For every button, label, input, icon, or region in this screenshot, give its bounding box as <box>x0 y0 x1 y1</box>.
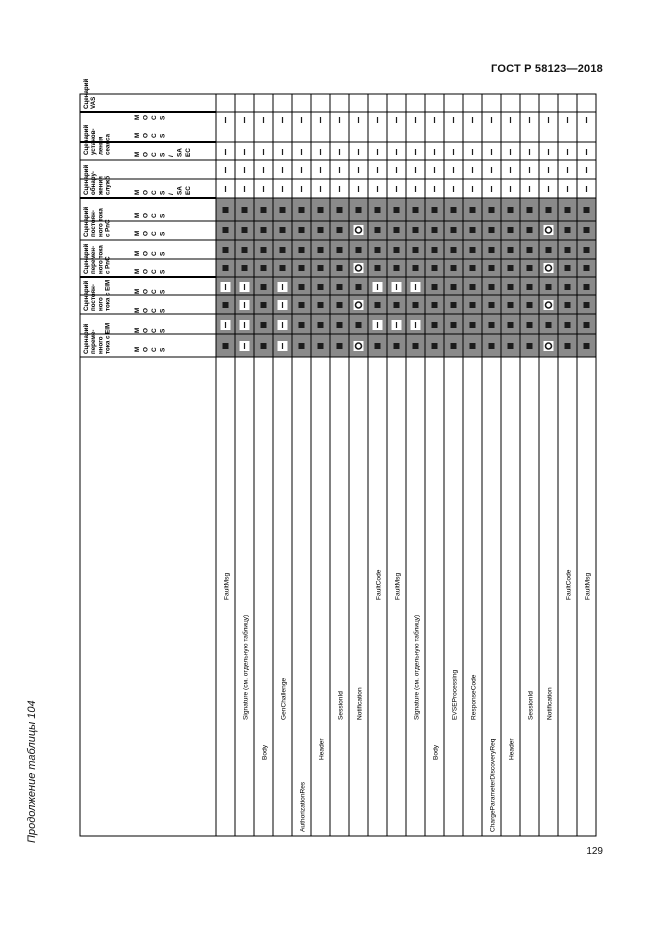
sub-label: C <box>151 115 158 120</box>
sub-label: M <box>134 230 141 236</box>
row-label: Body <box>261 744 269 760</box>
sub-label: C <box>151 133 158 138</box>
row-label: Header <box>508 738 516 760</box>
mandatory-mark <box>470 284 476 290</box>
group-header-line: Сценарий <box>83 78 90 109</box>
row-label: Notification <box>356 687 364 720</box>
mandatory-mark <box>451 302 457 308</box>
mandatory-mark <box>546 322 552 328</box>
mandatory-mark <box>470 343 476 349</box>
group-header-4 <box>83 207 112 237</box>
mandatory-mark <box>375 302 381 308</box>
mandatory-mark <box>299 302 305 308</box>
mandatory-mark <box>223 343 229 349</box>
mandatory-mark <box>489 284 495 290</box>
sub-label: C <box>151 152 158 157</box>
mandatory-mark <box>337 284 343 290</box>
group-header-5 <box>83 165 112 196</box>
row-label: Header <box>318 738 326 760</box>
mandatory-mark <box>508 247 514 253</box>
mandatory-mark <box>413 247 419 253</box>
mandatory-mark <box>318 343 324 349</box>
mandatory-mark <box>584 265 590 271</box>
sub-label: O <box>142 251 150 256</box>
group-header-line: ного <box>97 297 105 311</box>
row-label: SessionId <box>337 691 345 720</box>
mandatory-mark <box>451 207 457 213</box>
mandatory-mark <box>394 247 400 253</box>
mandatory-mark <box>413 207 419 213</box>
mandatory-mark <box>489 302 495 308</box>
mandatory-mark <box>527 284 533 290</box>
mandatory-mark <box>394 227 400 233</box>
sub-label: C <box>151 308 158 313</box>
mandatory-mark <box>261 247 267 253</box>
mandatory-mark <box>375 227 381 233</box>
mandatory-mark <box>508 207 514 213</box>
mandatory-mark <box>261 322 267 328</box>
mandatory-mark <box>261 302 267 308</box>
mandatory-mark <box>242 227 248 233</box>
row-label: ChargeParameterDiscoveryReq <box>489 738 497 832</box>
mandatory-mark <box>470 322 476 328</box>
sub-label: M <box>134 114 141 120</box>
row-label: ResponseCode <box>470 674 478 720</box>
mandatory-mark <box>432 265 438 271</box>
row-label: EVSEProcessing <box>451 669 459 720</box>
mandatory-mark <box>470 207 476 213</box>
row-label: AuthorizationRes <box>299 781 307 832</box>
sub-label: S <box>159 347 167 352</box>
group-header-line: переме- <box>90 329 98 354</box>
mandatory-mark <box>432 343 438 349</box>
mandatory-mark <box>470 302 476 308</box>
group-header-line: ного тока <box>97 208 105 237</box>
mandatory-mark <box>356 207 362 213</box>
mandatory-mark <box>223 227 229 233</box>
sub-label: EC <box>185 186 192 195</box>
mandatory-mark <box>546 284 552 290</box>
mandatory-mark <box>337 227 343 233</box>
sub-label: O <box>142 231 150 236</box>
mandatory-mark <box>508 322 514 328</box>
mandatory-mark <box>565 343 571 349</box>
mandatory-mark <box>223 207 229 213</box>
mandatory-mark <box>470 265 476 271</box>
sub-label: M <box>134 327 141 333</box>
mandatory-mark <box>451 227 457 233</box>
mandatory-mark <box>565 322 571 328</box>
group-header-line: Сценарий <box>83 243 90 274</box>
mandatory-mark <box>299 265 305 271</box>
group-header-line: Сценарий <box>83 206 90 237</box>
mandatory-mark <box>318 322 324 328</box>
sub-label: S <box>159 152 167 157</box>
sub-label: C <box>151 190 158 195</box>
row-label: FaultMsg <box>223 572 231 600</box>
sub-label: O <box>142 269 150 274</box>
mandatory-mark <box>356 322 362 328</box>
mandatory-mark <box>470 227 476 233</box>
mandatory-mark <box>299 322 305 328</box>
mandatory-mark <box>223 247 229 253</box>
mandatory-mark <box>489 247 495 253</box>
sub-label: S <box>159 269 167 274</box>
mandatory-mark <box>451 284 457 290</box>
sub-label: O <box>142 328 150 333</box>
mandatory-mark <box>451 343 457 349</box>
mandatory-mark <box>470 247 476 253</box>
mandatory-mark <box>508 227 514 233</box>
group-header-line: установ- <box>90 128 98 155</box>
group-header-line: служб <box>104 175 112 195</box>
mandatory-mark <box>299 207 305 213</box>
group-header-line: обнару- <box>90 171 98 195</box>
mandatory-mark <box>337 247 343 253</box>
mandatory-mark <box>223 265 229 271</box>
sub-label: M <box>134 346 141 352</box>
sub-label: C <box>151 213 158 218</box>
mandatory-mark <box>508 265 514 271</box>
mandatory-mark <box>261 265 267 271</box>
mandatory-mark <box>489 265 495 271</box>
sub-label: O <box>142 289 150 294</box>
row-label: SessionId <box>527 691 535 720</box>
mandatory-mark <box>565 227 571 233</box>
mandatory-mark <box>489 207 495 213</box>
mandatory-mark <box>261 227 267 233</box>
mandatory-mark <box>432 284 438 290</box>
mandatory-mark <box>356 247 362 253</box>
mandatory-mark <box>565 265 571 271</box>
group-header-line: нного <box>97 336 105 354</box>
mandatory-mark <box>261 343 267 349</box>
mandatory-mark <box>527 207 533 213</box>
mandatory-mark <box>413 227 419 233</box>
mandatory-mark <box>432 247 438 253</box>
row-label: Signature (см. отдельную таблицу) <box>413 614 421 720</box>
mandatory-mark <box>337 265 343 271</box>
mandatory-mark <box>242 247 248 253</box>
sub-label: M <box>134 250 141 256</box>
sub-label: / <box>168 193 175 195</box>
sub-label: M <box>134 212 141 218</box>
group-header-line: Сценарий <box>83 124 90 155</box>
sub-label: C <box>151 251 158 256</box>
mandatory-mark <box>356 284 362 290</box>
sub-label: S <box>159 251 167 256</box>
mandatory-mark <box>584 322 590 328</box>
mandatory-mark <box>280 207 286 213</box>
mandatory-mark <box>546 207 552 213</box>
mandatory-mark <box>508 284 514 290</box>
mandatory-mark <box>584 207 590 213</box>
sub-label: / <box>168 155 175 157</box>
mandatory-mark <box>508 343 514 349</box>
mandatory-mark <box>527 227 533 233</box>
group-header-3 <box>83 244 112 274</box>
mandatory-mark <box>527 322 533 328</box>
sub-label: S <box>159 328 167 333</box>
mandatory-mark <box>508 302 514 308</box>
mandatory-mark <box>337 302 343 308</box>
mandatory-mark <box>394 207 400 213</box>
mandatory-mark <box>223 302 229 308</box>
sub-label: O <box>142 115 150 120</box>
sub-label: O <box>142 347 150 352</box>
mandatory-mark <box>489 343 495 349</box>
mandatory-mark <box>318 284 324 290</box>
mandatory-mark <box>337 343 343 349</box>
mandatory-mark <box>318 302 324 308</box>
mandatory-mark <box>242 265 248 271</box>
sub-label: EC <box>185 148 192 157</box>
mandatory-mark <box>451 265 457 271</box>
group-header-line: VAS <box>90 96 98 109</box>
sub-label: S <box>159 133 167 138</box>
mandatory-mark <box>394 343 400 349</box>
sub-label: M <box>134 132 141 138</box>
sub-label: SA <box>176 148 184 157</box>
mandatory-mark <box>584 284 590 290</box>
sub-label: O <box>142 190 150 195</box>
mandatory-mark <box>413 302 419 308</box>
sub-label: S <box>159 213 167 218</box>
sub-label: SA <box>176 186 184 195</box>
mandatory-mark <box>565 302 571 308</box>
group-header-line: Сценарий <box>83 323 90 354</box>
mandatory-mark <box>432 227 438 233</box>
mandatory-mark <box>413 265 419 271</box>
sub-label: O <box>142 213 150 218</box>
sub-label: M <box>134 307 141 313</box>
sub-label: S <box>159 190 167 195</box>
sub-label: C <box>151 269 158 274</box>
mandatory-mark <box>299 247 305 253</box>
mandatory-mark <box>375 265 381 271</box>
mandatory-mark <box>527 343 533 349</box>
sub-label: C <box>151 347 158 352</box>
sub-label: S <box>159 289 167 294</box>
mandatory-mark <box>318 207 324 213</box>
mandatory-mark <box>375 343 381 349</box>
sub-label: O <box>142 152 150 157</box>
sub-label: C <box>151 231 158 236</box>
mandatory-mark <box>584 227 590 233</box>
mandatory-mark <box>280 227 286 233</box>
mandatory-mark <box>432 207 438 213</box>
mandatory-mark <box>451 247 457 253</box>
row-label: FaultMsg <box>584 572 592 600</box>
group-header-line: сеанса <box>104 133 112 155</box>
mandatory-mark <box>527 265 533 271</box>
mandatory-mark <box>489 227 495 233</box>
group-header-line: с PnC <box>104 219 112 237</box>
mandatory-mark <box>299 227 305 233</box>
table-caption: Продолжение таблицы 104 <box>26 700 38 843</box>
mandatory-mark <box>584 302 590 308</box>
row-label: FaultMsg <box>394 572 402 600</box>
group-header-line: ного тока <box>97 245 105 274</box>
mandatory-mark <box>432 302 438 308</box>
mandatory-mark <box>318 247 324 253</box>
mandatory-mark <box>432 322 438 328</box>
mandatory-mark <box>527 247 533 253</box>
mandatory-mark <box>451 322 457 328</box>
mandatory-mark <box>546 247 552 253</box>
row-label: Signature (см. отдельную таблицу) <box>242 614 250 720</box>
mandatory-mark <box>280 265 286 271</box>
row-label: Body <box>432 744 440 760</box>
sub-label: M <box>134 268 141 274</box>
standard-number: ГОСТ Р 58123—2018 <box>491 63 603 75</box>
sub-label: S <box>159 231 167 236</box>
sub-label: S <box>159 308 167 313</box>
sub-label: M <box>134 189 141 195</box>
sub-label: O <box>142 133 150 138</box>
group-header-line: тока с EIM <box>104 322 112 354</box>
mandatory-mark <box>565 247 571 253</box>
group-header-line: постоян- <box>90 210 98 237</box>
mandatory-mark <box>584 247 590 253</box>
mandatory-mark <box>337 322 343 328</box>
row-label: Notification <box>546 687 554 720</box>
group-header-line: Сценарий <box>83 280 90 311</box>
mandatory-mark <box>318 227 324 233</box>
mandatory-mark <box>394 265 400 271</box>
mandatory-mark <box>261 207 267 213</box>
sub-label: C <box>151 289 158 294</box>
group-header-line: жения <box>97 176 105 195</box>
group-header-line: ления <box>97 136 105 155</box>
mandatory-mark <box>489 322 495 328</box>
mandatory-mark <box>394 302 400 308</box>
sub-label: O <box>142 308 150 313</box>
row-label: FaultCode <box>375 569 383 600</box>
mandatory-mark <box>375 207 381 213</box>
group-header-line: с PnC <box>104 256 112 274</box>
mandatory-mark <box>375 247 381 253</box>
mandatory-mark <box>527 302 533 308</box>
sub-label: M <box>134 288 141 294</box>
mandatory-mark <box>299 343 305 349</box>
mandatory-mark <box>318 265 324 271</box>
mandatory-mark <box>584 343 590 349</box>
page-number: 129 <box>586 846 603 857</box>
sub-label: M <box>134 151 141 157</box>
group-header-line: перемен- <box>90 245 98 274</box>
mandatory-mark <box>565 207 571 213</box>
mandatory-mark <box>280 247 286 253</box>
group-header-line: Сценарий <box>83 164 90 195</box>
group-header-6 <box>83 125 112 155</box>
mandatory-mark <box>242 207 248 213</box>
row-label: FaultCode <box>565 569 573 600</box>
row-label: GenChallenge <box>280 677 288 720</box>
sub-label: C <box>151 328 158 333</box>
mandatory-mark <box>299 284 305 290</box>
group-header-1 <box>83 323 112 354</box>
mandatory-mark <box>413 343 419 349</box>
mandatory-mark <box>261 284 267 290</box>
mandatory-mark <box>337 207 343 213</box>
group-header-line: постоян- <box>90 284 98 311</box>
mandatory-mark <box>565 284 571 290</box>
group-header-line: тока с EIM <box>104 279 112 311</box>
sub-label: S <box>159 115 167 120</box>
